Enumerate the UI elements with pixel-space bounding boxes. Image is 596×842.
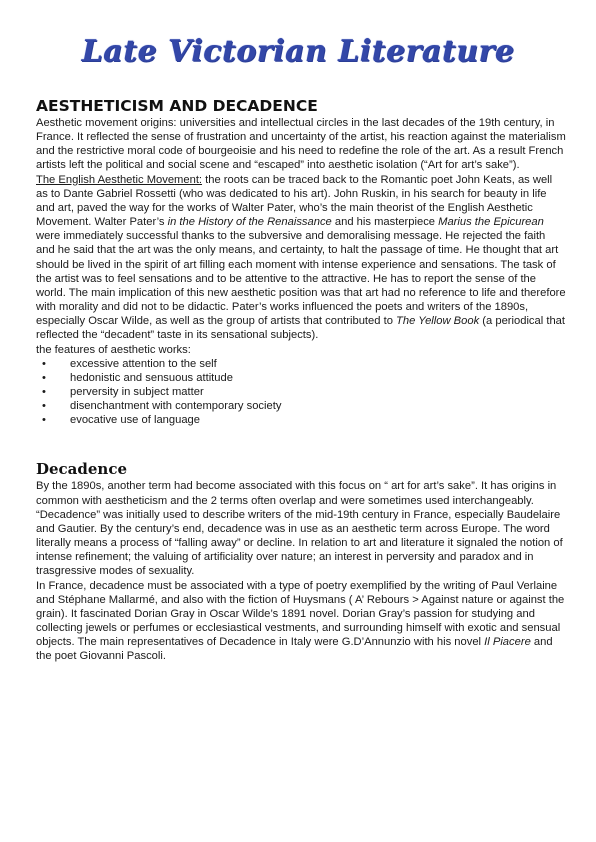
english-aesthetic-movement-paragraph	[36, 173, 566, 343]
english-text-part: the roots can be traced back to the Romantic poet John Keats, as well as to Dante Gabriel Rossetti (who was dedicated to his art). John Ruskin, in his search for beauty in life and art, paved the way for the works of Walter Pater, who’s the main theorist of the English Aesthetic Movement. Walter Pater’s	[36, 173, 553, 229]
novel-title-il-piacere: Il Piacere	[484, 636, 531, 649]
english-text-part: were immediately successful thanks to the subversive and demoralising message. He rejected the faith and he said that the art was the only means, and certainty, to halt the passage of time. He thought that art should be lived in the spirit of art filling each moment with intense experience and sensations. The task of the artist was to feel sensations and to be attentive to the attractive. He has to report the sense of the world. The main implication of this new aesthetic position was that art had no reference to life and therefore with morality and did not to be didactic. Pater’s works influenced the poets and writers of the 1890s, especially Oscar Wilde, as well as the group of artists that contributed to	[36, 230, 566, 328]
list-item: • perversity in subject matter	[42, 385, 204, 398]
bullet-icon: •	[42, 414, 46, 427]
features-list	[36, 357, 566, 428]
list-item: • hedonistic and sensuous attitude	[42, 371, 233, 384]
decadence-paragraph-2: In France, decadence must be associated with a type of poetry exemplified by the writing of Paul Verlaine and Stéphane Mallarmé, and also with the fiction of Huysmans ( A’ Rebours > Against nature or against the grain). It fascinated Dorian Gray in Oscar Wilde’s 1891 novel. Dorian Gray’s passion for studying and collecting jewels or perfumes or ecclesiastical vestments, and surrounding himself with exotic and sensual objects. The main representatives of Decadence in Italy were G.D’Annunzio with his novel Il Piacere and the poet Giovanni Pascoli.	[36, 579, 565, 663]
bullet-icon: •	[42, 357, 46, 370]
book-title-renaissance: in the History of the Renaissance	[167, 216, 332, 229]
bullet-icon: •	[42, 400, 46, 413]
list-item: • excessive attention to the self	[42, 357, 217, 370]
section-heading-aestheticism: AESTHETICISM AND DECADENCE	[36, 97, 318, 115]
section-heading-decadence: Decadence	[36, 460, 128, 479]
document-body	[36, 96, 566, 663]
english-movement-label: The English Aesthetic Movement:	[36, 173, 203, 186]
section-spacer	[36, 427, 566, 459]
english-text-part: (a periodical that reflected the “decadent” taste in its sensational subjects).	[36, 315, 566, 342]
aestheticism-intro-paragraph: Aesthetic movement origins: universities and intellectual circles in the last decades of the 19th century, in France. It reflected the sense of frustration and uncertainty of the artist, his reaction against the materialism and the restrictive moral code of bourgeoisie and his need to redefine the role of the art. As a result French artists left the political and social scene and “escaped” into aesthetic isolation (“Art for art’s sake”).	[36, 117, 566, 172]
periodical-title-yellow-book: The Yellow Book	[396, 315, 480, 328]
bullet-icon: •	[42, 385, 46, 398]
list-item: • disenchantment with contemporary society	[42, 400, 282, 413]
features-intro: the features of aesthetic works:	[36, 343, 191, 356]
book-title-marius: Marius the Epicurean	[438, 216, 544, 229]
english-text-part: and his masterpiece	[331, 216, 439, 229]
page-title: Late Victorian Literature	[81, 34, 515, 69]
bullet-icon: •	[42, 371, 46, 384]
list-item: • evocative use of language	[42, 414, 200, 427]
decadence-paragraph-1: By the 1890s, another term had become associated with this focus on “ art for art’s sake”. It has origins in common with aestheticism and the 2 terms often overlap and were sometimes used interchangeably. “Decadence” was initially used to describe writers of the mid-19th century in France, especially Baudelaire and Gautier. By the century’s end, decadence was in use as an aesthetic term across Europe. The word literally means a process of “falling away” or decline. In relation to art and literature it signaled the notion of intense refinement; the valuing of artificiality over nature; an interest in perversity and paradox and in trasgressive modes of sexuality.	[36, 480, 563, 578]
